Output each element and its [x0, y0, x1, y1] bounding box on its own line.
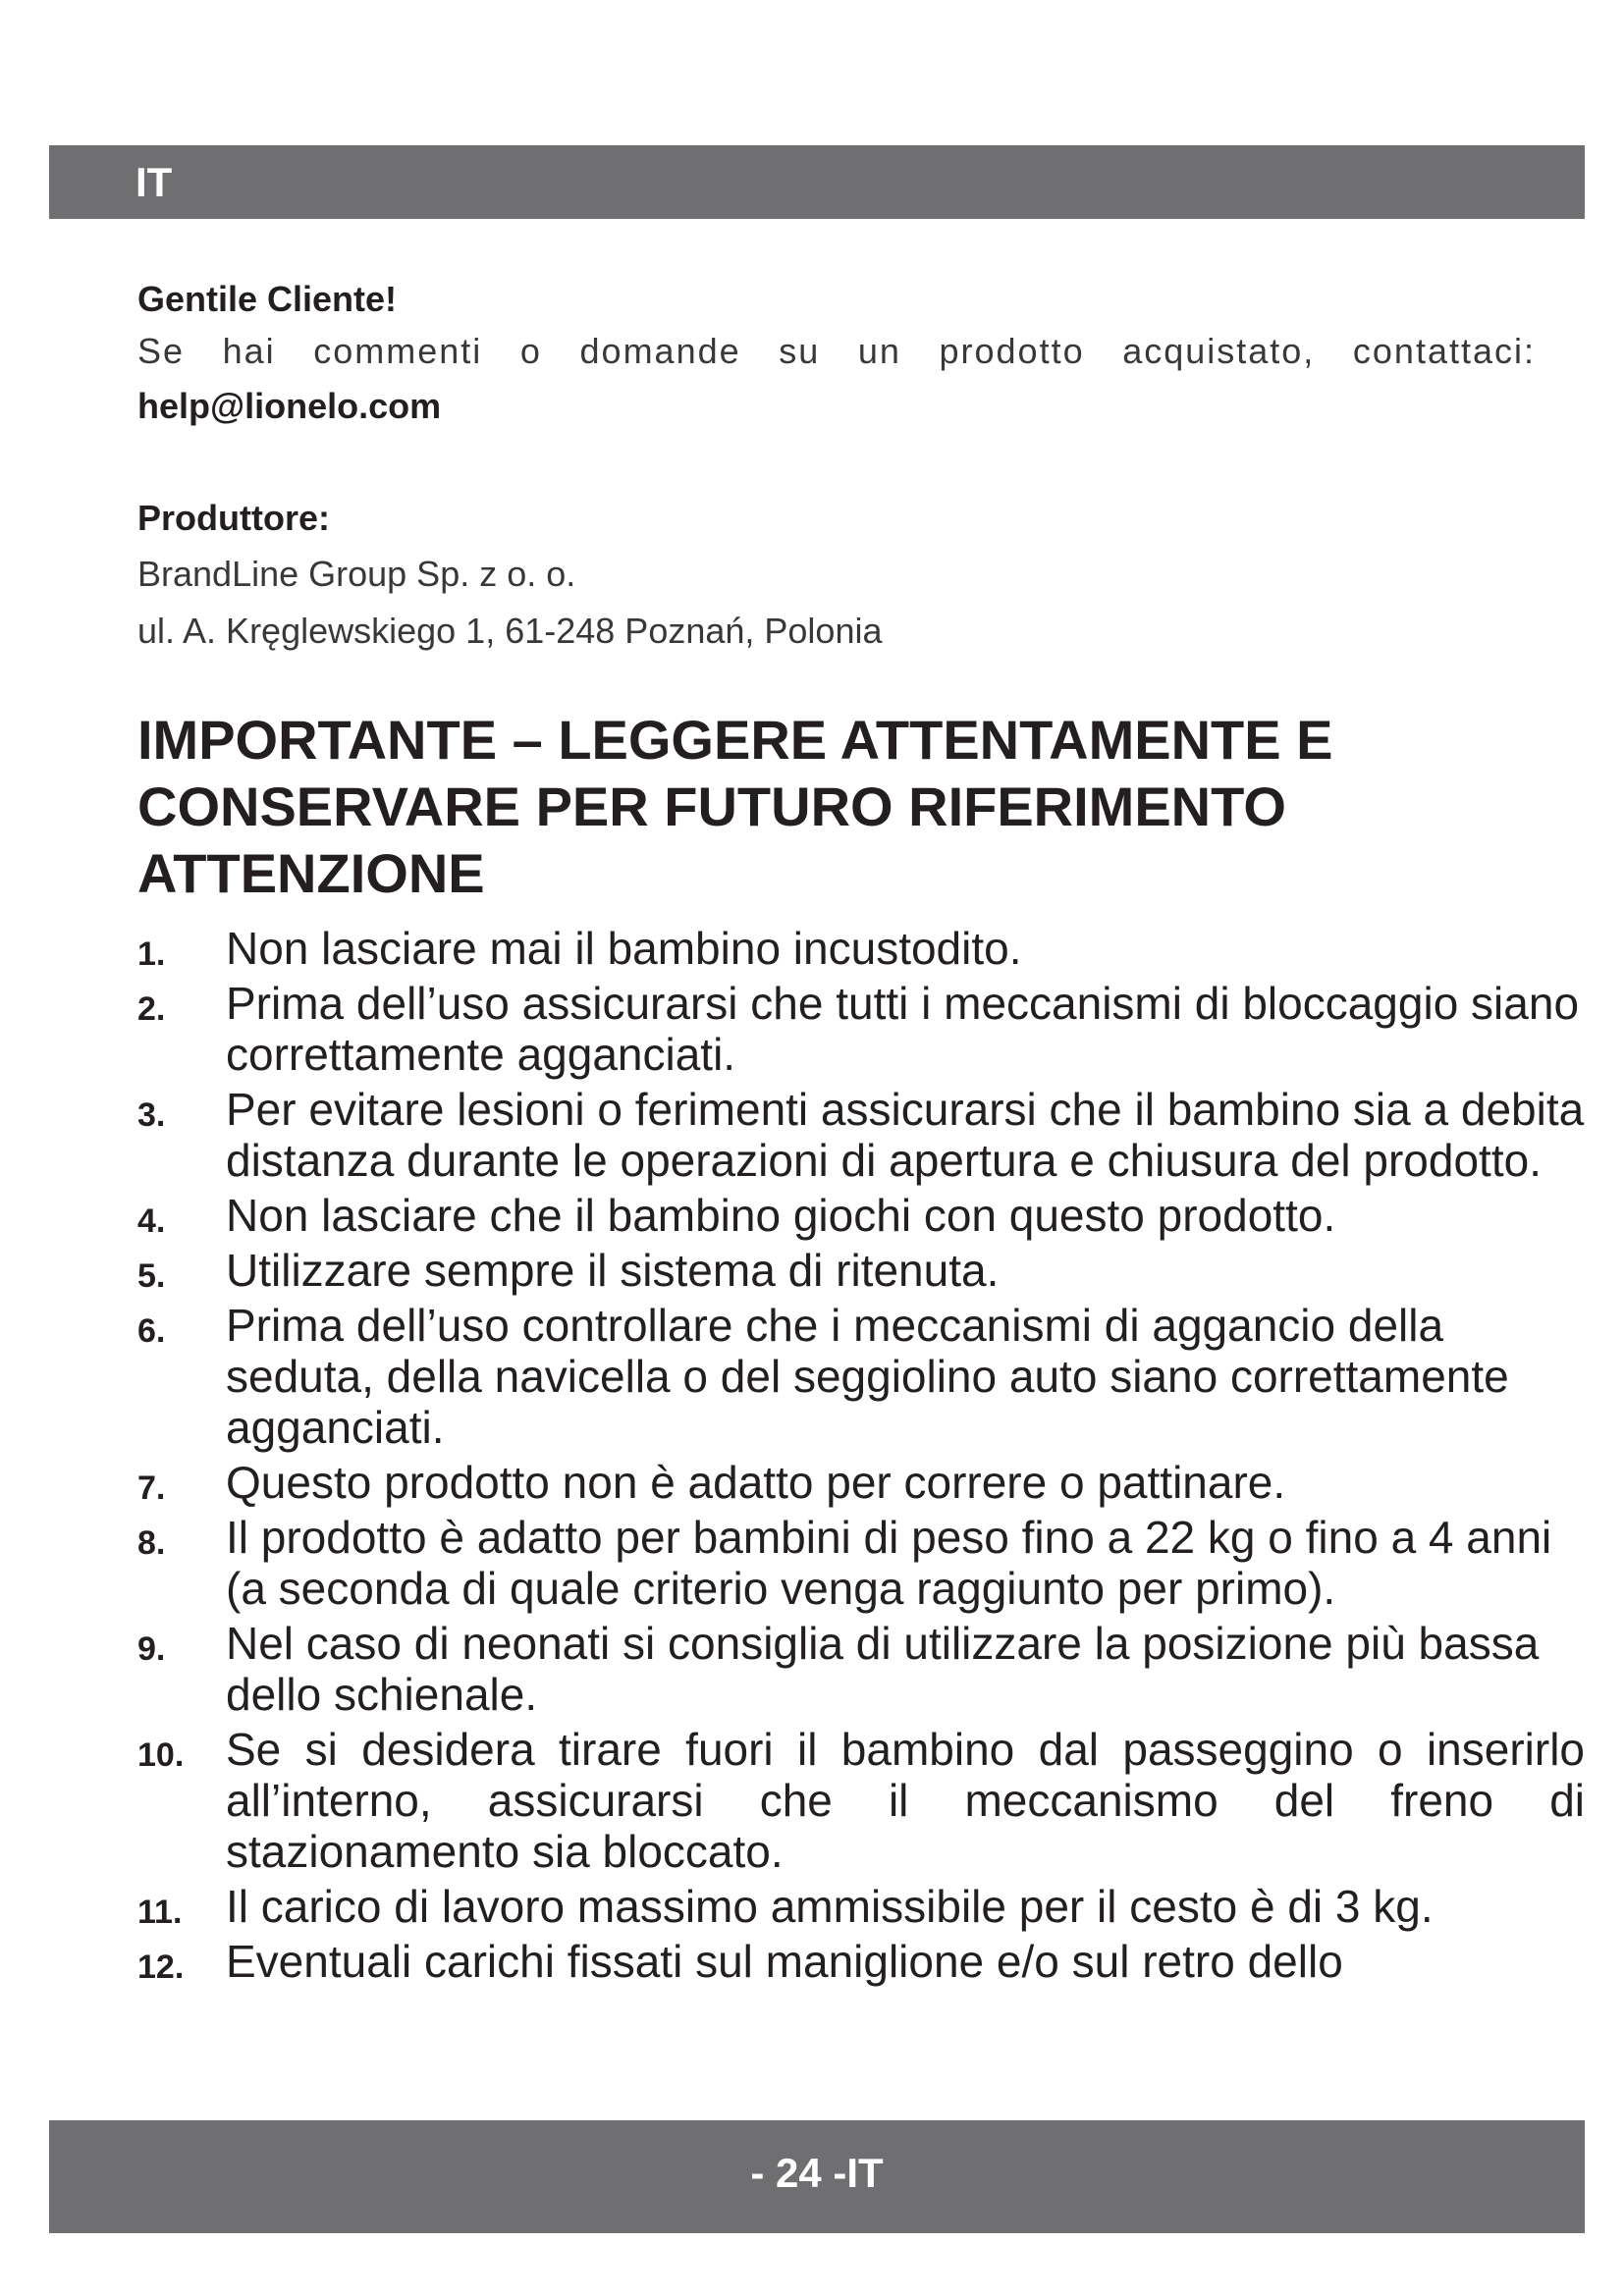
- list-item: [137, 1724, 1585, 1877]
- footer-bar: [49, 2120, 1585, 2233]
- list-item: [137, 1190, 1585, 1241]
- item-text: Non lasciare che il bambino giochi con questo prodotto.: [226, 1190, 1336, 1241]
- item-text: Questo prodotto non è adatto per correre o pattinare.: [226, 1457, 1286, 1508]
- page-number: - 24 -IT: [750, 2150, 884, 2196]
- manufacturer-name: BrandLine Group Sp. z o. o.: [137, 554, 576, 594]
- list-item: [137, 1457, 1585, 1508]
- item-number: 8.: [137, 1524, 166, 1562]
- item-number: 6.: [137, 1312, 166, 1350]
- customer-greeting: [137, 275, 1536, 434]
- item-text: Utilizzare sempre il sistema di ritenuta.: [226, 1245, 1000, 1296]
- item-number: 4.: [137, 1202, 166, 1240]
- item-number: 9.: [137, 1630, 166, 1668]
- header-bar: [49, 145, 1585, 219]
- support-email: help@lionelo.com: [137, 386, 442, 426]
- item-number: 7.: [137, 1469, 166, 1507]
- heading-line-3: ATTENZIONE: [137, 842, 485, 904]
- item-number: 1.: [137, 935, 166, 973]
- manufacturer-address: ul. A. Kręglewskiego 1, 61-248 Poznań, Polonia: [137, 611, 883, 651]
- item-text: Prima dell’uso controllare che i meccanismi di aggancio della seduta, della navicella o del seggiolino auto siano correttamente agganciati.: [226, 1300, 1509, 1453]
- item-text: Il prodotto è adatto per bambini di peso fino a 22 kg o fino a 4 anni (a seconda di quale criterio venga raggiunto per primo).: [226, 1512, 1552, 1614]
- item-number: 10.: [137, 1736, 185, 1774]
- item-text: Non lasciare mai il bambino incustodito.: [226, 923, 1022, 974]
- item-text: Il carico di lavoro massimo ammissibile per il cesto è di 3 kg.: [226, 1881, 1434, 1932]
- list-item: [137, 1512, 1585, 1614]
- item-number: 12.: [137, 1949, 185, 1986]
- item-number: 5.: [137, 1257, 166, 1295]
- list-item: [137, 1618, 1585, 1720]
- list-item: [137, 1084, 1585, 1186]
- item-text: Se si desidera tirare fuori il bambino dal passeggino o inserirlo all’interno, assicurarsi che il meccanismo del freno di stazionamento sia bloccato.: [226, 1724, 1585, 1877]
- manufacturer-block: [137, 491, 1536, 660]
- item-number: 2.: [137, 990, 166, 1028]
- language-code: IT: [135, 159, 173, 205]
- manufacturer-title: Produttore:: [137, 498, 330, 538]
- item-text: Per evitare lesioni o ferimenti assicurarsi che il bambino sia a debita distanza durante le operazioni di apertura e chiusura del prodotto.: [226, 1084, 1585, 1186]
- warning-heading: [137, 707, 1536, 907]
- heading-line-1: IMPORTANTE – LEGGERE ATTENTAMENTE E: [137, 709, 1333, 771]
- list-item: [137, 923, 1585, 974]
- list-item: [137, 1936, 1585, 1987]
- list-item: [137, 1245, 1585, 1296]
- item-text: Nel caso di neonati si consiglia di utilizzare la posizione più bassa dello schienale.: [226, 1618, 1540, 1720]
- greeting-title: Gentile Cliente!: [137, 279, 398, 319]
- list-item: [137, 1881, 1585, 1932]
- heading-line-2: CONSERVARE PER FUTURO RIFERIMENTO: [137, 775, 1286, 837]
- greeting-text: Se hai commenti o domande su un prodotto acquistato, contattaci:: [137, 331, 1536, 371]
- item-number: 11.: [137, 1894, 183, 1931]
- list-item: [137, 1300, 1585, 1453]
- list-item: [137, 978, 1585, 1080]
- item-number: 3.: [137, 1096, 166, 1134]
- item-text: Eventuali carichi fissati sul maniglione e/o sul retro dello: [226, 1936, 1343, 1987]
- item-text: Prima dell’uso assicurarsi che tutti i meccanismi di bloccaggio siano correttamente agganciati.: [226, 978, 1580, 1080]
- warning-list: [137, 923, 1585, 1991]
